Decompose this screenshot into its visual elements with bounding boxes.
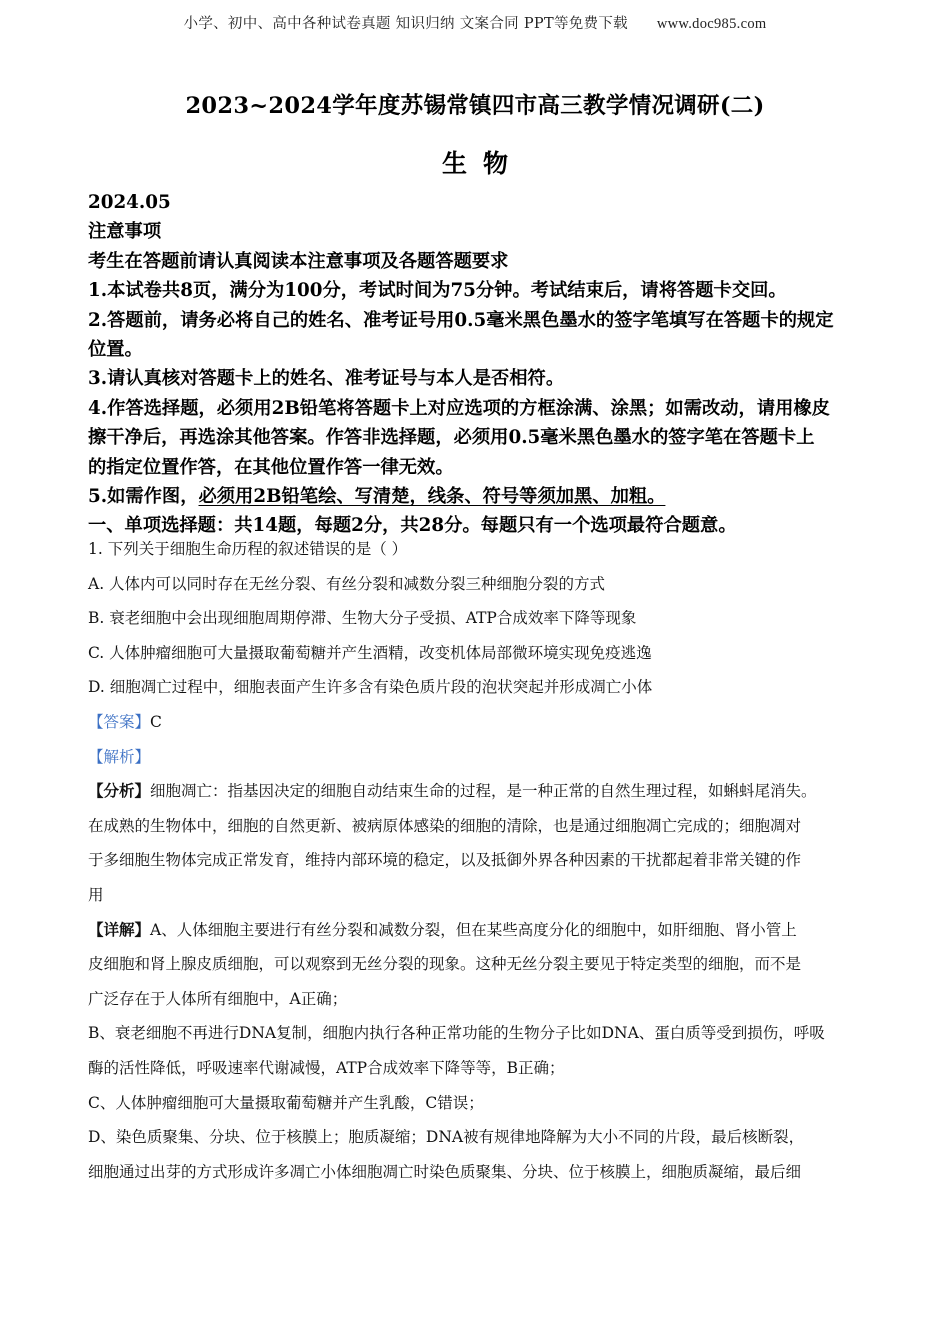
fenxi-line-3: 于多细胞生物体完成正常发育，维持内部环境的稳定，以及抵御外界各种因素的干扰都起着非常关键的作 bbox=[88, 851, 802, 870]
xiangjie-line-6: C、人体肿瘤细胞可大量摄取葡萄糖并产生乳酸，C错误； bbox=[88, 1093, 484, 1112]
option-b: B. 衰老细胞中会出现细胞周期停滞、生物大分子受损、ATP合成效率下降等现象 bbox=[88, 609, 637, 628]
notice-item-4-cont-b: 的指定位置作答，在其他位置作答一律无效。 bbox=[88, 456, 454, 478]
notice-item-4-cont-a: 擦干净后，再选涂其他答案。作答非选择题，必须用0.5毫米黑色墨水的签字笔在答题卡上 bbox=[88, 427, 815, 449]
notice-item-2-cont: 位置。 bbox=[88, 339, 143, 361]
xiangjie-tag: 【详解】 bbox=[88, 919, 151, 939]
fenxi-line-4: 用 bbox=[88, 885, 104, 904]
xiangjie-line-3: 广泛存在于人体所有细胞中，A正确； bbox=[88, 989, 348, 1008]
section-heading: 一、单项选择题：共14题，每题2分，共28分。每题只有一个选项最符合题意。 bbox=[88, 515, 737, 537]
option-c: C. 人体肿瘤细胞可大量摄取葡萄糖并产生酒精，改变机体局部微环境实现免疫逃逸 bbox=[88, 643, 652, 662]
fenxi-line-1 bbox=[88, 774, 878, 809]
xiangjie-line-7: D、染色质聚集、分块、位于核膜上；胞质凝缩；DNA被有规律地降解为大小不同的片段，最后核断裂， bbox=[88, 1128, 805, 1147]
fenxi-line-2: 在成熟的生物体中，细胞的自然更新、被病原体感染的细胞的清除，也是通过细胞凋亡完成的；细胞凋对 bbox=[88, 816, 802, 835]
answer-line bbox=[88, 705, 878, 740]
question-stem: 1. 下列关于细胞生命历程的叙述错误的是（ ） bbox=[88, 540, 408, 558]
answer-value: C bbox=[150, 712, 162, 731]
page-header bbox=[0, 12, 950, 33]
xiangjie-line-4: B、衰老细胞不再进行DNA复制，细胞内执行各种正常功能的生物分子比如DNA、蛋白质等受到损伤，呼吸 bbox=[88, 1024, 825, 1043]
notice-item-2: 2.答题前，请务必将自己的姓名、准考证号用0.5毫米黑色墨水的签字笔填写在答题卡的规定 bbox=[88, 309, 834, 331]
xiangjie-line-5: 酶的活性降低，呼吸速率代谢减慢，ATP合成效率下降等等，B正确； bbox=[88, 1058, 565, 1077]
notice-intro: 考生在答题前请认真阅读本注意事项及各题答题要求 bbox=[88, 250, 509, 272]
option-d: D. 细胞凋亡过程中，细胞表面产生许多含有染色质片段的泡状突起并形成凋亡小体 bbox=[88, 678, 653, 697]
header-site-url[interactable]: www.doc985.com bbox=[656, 16, 767, 32]
fenxi-tag: 【分析】 bbox=[88, 781, 151, 801]
xiangjie-line-1 bbox=[88, 913, 878, 948]
xiangjie-line-2: 皮细胞和肾上腺皮质细胞，可以观察到无丝分裂的现象。这种无丝分裂主要见于特定类型的细胞，而不是 bbox=[88, 955, 802, 974]
notice-item-5-prefix: 5.如需作图， bbox=[88, 486, 199, 508]
notice-block bbox=[88, 188, 878, 541]
exam-date: 2024.05 bbox=[88, 192, 171, 213]
fenxi-text-1: 细胞凋亡：指基因决定的细胞自动结束生命的过程，是一种正常的自然生理过程，如蝌蚪尾消失。 bbox=[150, 782, 817, 801]
question-1 bbox=[88, 532, 878, 1189]
document-title: 2023~2024学年度苏锡常镇四市高三教学情况调研(二) bbox=[185, 93, 765, 119]
notice-item-4: 4.作答选择题，必须用2B铅笔将答题卡上对应选项的方框涂满、涂黑；如需改动，请用橡皮 bbox=[88, 397, 830, 419]
notice-heading: 注意事项 bbox=[88, 221, 162, 243]
option-a: A. 人体内可以同时存在无丝分裂、有丝分裂和减数分裂三种细胞分裂的方式 bbox=[88, 574, 606, 593]
analysis-line bbox=[88, 740, 878, 775]
xiangjie-line-8: 细胞通过出芽的方式形成许多凋亡小体细胞凋亡时染色质聚集、分块、位于核膜上，细胞质凝缩，最后细 bbox=[88, 1162, 802, 1181]
notice-item-5 bbox=[88, 482, 878, 511]
notice-item-3: 3.请认真核对答题卡上的姓名、准考证号与本人是否相符。 bbox=[88, 368, 565, 390]
analysis-tag: 【解析】 bbox=[88, 747, 151, 766]
notice-item-5-underlined: 必须用2B铅笔绘、写清楚，线条、符号等须加黑、加粗。 bbox=[198, 486, 666, 508]
xiangjie-text-1: A、人体细胞主要进行有丝分裂和减数分裂，但在某些高度分化的细胞中，如肝细胞、肾小管上 bbox=[150, 920, 797, 939]
notice-item-1: 1.本试卷共8页，满分为100分，考试时间为75分钟。考试结束后，请将答题卡交回。 bbox=[88, 280, 787, 302]
answer-tag: 【答案】 bbox=[88, 712, 151, 731]
subject-title: 生物 bbox=[441, 149, 524, 178]
header-banner-text: 小学、初中、高中各种试卷真题 知识归纳 文案合同 PPT等免费下载 bbox=[183, 16, 628, 32]
